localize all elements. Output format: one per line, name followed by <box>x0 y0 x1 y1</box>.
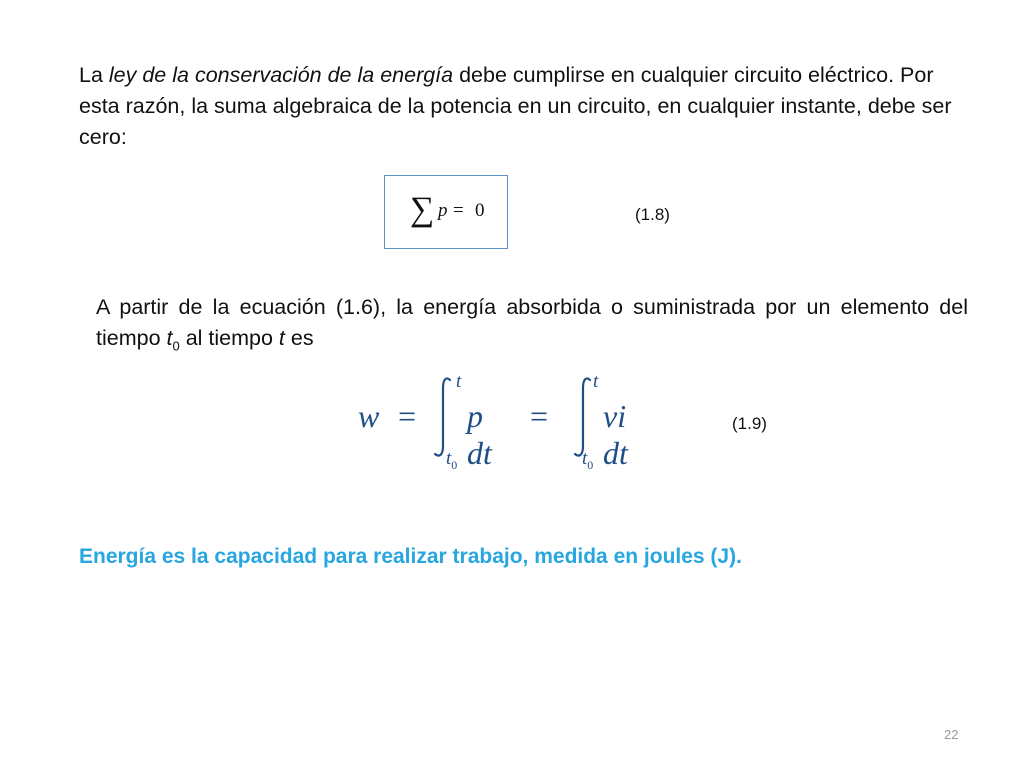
eq2-upper-limit-1: t <box>456 371 462 392</box>
eq2-integrand-2: vi dt <box>603 398 628 471</box>
p1-text-before: La <box>79 63 109 87</box>
equation-number-1-8: (1.8) <box>635 205 670 224</box>
p2-t: t <box>278 326 285 350</box>
eq2-lower-limit-1 <box>446 448 457 473</box>
eq2-upper-limit-2: t <box>593 371 599 392</box>
eq2-w: w <box>358 398 380 434</box>
eq2-lower-base-1: t <box>446 448 452 469</box>
eq2-lower-base-2: t <box>582 448 588 469</box>
eq2-equals-2: = <box>530 398 549 434</box>
p1-italic-law: ley de la conservación de la energía <box>108 63 454 87</box>
eq2-lower-limit-2 <box>582 448 593 473</box>
eq2-lower-sub-2: 0 <box>587 457 594 472</box>
eq1-lhs: p <box>438 200 448 221</box>
eq2-equals-1: = <box>398 398 417 434</box>
p1-text-after: debe cumplirse en cualquier circuito eléctrico. Por esta razón, la suma algebraica de la potencia en un circuito, en cualquier instante, debe ser cero: <box>79 63 952 149</box>
eq1-equals: = <box>453 200 464 221</box>
eq1-rhs: 0 <box>475 200 485 221</box>
energy-definition-note: Energía es la capacidad para realizar trabajo, medida en joules (J). <box>79 545 742 568</box>
equation-number-1-9: (1.9) <box>732 414 767 433</box>
eq2-lower-sub-1: 0 <box>451 457 458 472</box>
p2-part1: A partir de la ecuación (1.6), la energía absorbida o suministrada por un elemento del tiempo <box>96 295 968 350</box>
equation-1-8-box <box>384 175 508 249</box>
eq2-integrand-1: p dt <box>467 398 492 471</box>
page-number: 22 <box>944 727 959 742</box>
p2-part2: al tiempo <box>179 326 279 350</box>
paragraph-energy-absorbed <box>96 292 968 361</box>
p2-t0-sub: 0 <box>172 338 180 354</box>
sum-symbol: ∑ <box>410 191 435 228</box>
p2-part3: es <box>284 326 314 350</box>
paragraph-energy-conservation <box>79 60 959 153</box>
p2-t0: t <box>166 326 173 350</box>
